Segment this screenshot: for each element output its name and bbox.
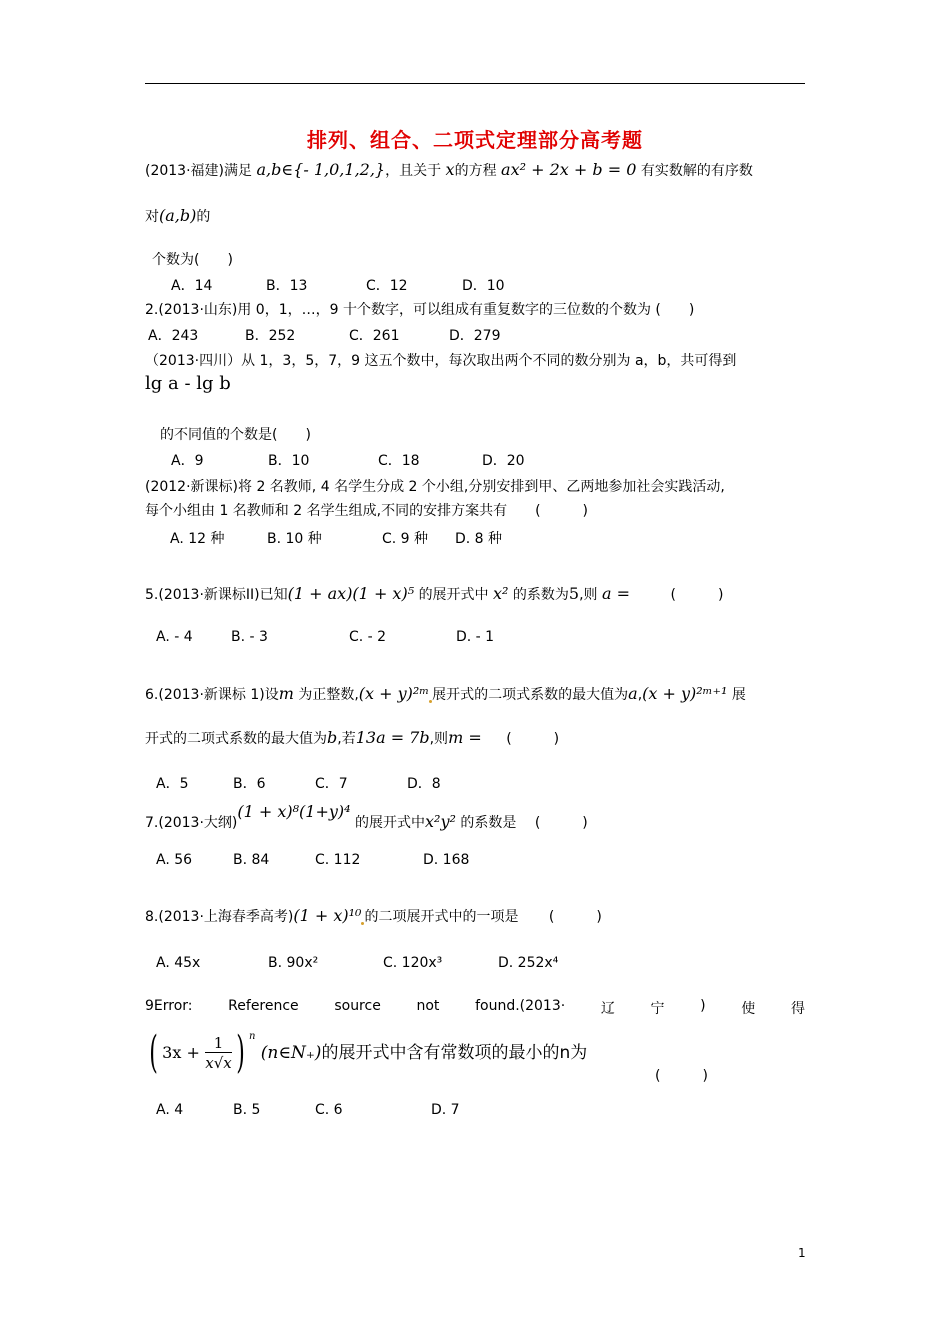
q7-term: x²y² bbox=[425, 812, 456, 831]
q5-bracket: ( ) bbox=[670, 587, 724, 603]
q9-text: 的展开式中含有常数项的最小的n为 bbox=[321, 1043, 588, 1063]
q7-options bbox=[156, 850, 469, 870]
q6-expr2: (x + y)²ᵐ⁺¹ bbox=[642, 684, 728, 703]
q8-text-a: 的二项展开式中的一项是 bbox=[364, 909, 519, 925]
q2-options bbox=[148, 326, 501, 346]
q6-line2-a: 开式的二项式系数的最大值为 bbox=[145, 731, 327, 747]
right-paren: ) bbox=[236, 1027, 245, 1078]
q9-word: 得 bbox=[790, 1001, 805, 1017]
q9-word: 使 bbox=[741, 1001, 756, 1017]
q5-option-b: B. - 3 bbox=[231, 629, 268, 645]
q8-expr: (1 + x)¹⁰ bbox=[293, 906, 362, 925]
q1-option-b: B．13 bbox=[266, 278, 308, 294]
page-number: 1 bbox=[798, 1246, 806, 1260]
q6-options bbox=[156, 774, 441, 794]
q1-option-d: D．10 bbox=[462, 278, 505, 294]
q6-prefix: 6.(2013·新课标 1)设 bbox=[145, 687, 279, 703]
q6-option-a: A．5 bbox=[156, 776, 189, 792]
q9-options bbox=[156, 1100, 460, 1120]
q9-word: source bbox=[334, 998, 381, 1014]
q6-var-b: b bbox=[327, 728, 338, 747]
q1-option-a: A．14 bbox=[171, 278, 213, 294]
q1-source: (2013·福建)满足 bbox=[145, 163, 253, 179]
q5-text-c: ,则 bbox=[579, 587, 598, 603]
q8-bracket: ( ) bbox=[548, 909, 602, 925]
q9-frac-den: x√x bbox=[205, 1053, 232, 1072]
q6-var-m: m bbox=[278, 684, 294, 703]
q8-option-a: A. 45x bbox=[156, 955, 201, 971]
q5-options bbox=[156, 627, 494, 647]
q8-option-d: D. 252x⁴ bbox=[498, 955, 559, 971]
q4-options bbox=[170, 529, 502, 549]
q5-value: 5 bbox=[568, 584, 580, 603]
q1-set-expr: a,b∈{- 1,0,1,2,} bbox=[256, 160, 386, 179]
q1-pair: (a,b) bbox=[159, 206, 197, 225]
q9-option-c: C. 6 bbox=[315, 1102, 343, 1118]
q5-text-b: 的系数为 bbox=[512, 587, 569, 603]
q7-option-a: A. 56 bbox=[156, 852, 193, 868]
q3-text: （2013·四川）从 1，3，5，7，9 这五个数中，每次取出两个不同的数分别为 a，b，共可得到 bbox=[145, 353, 737, 369]
q1-equation: ax² + 2x + b = 0 bbox=[501, 160, 637, 179]
q6-option-b: B．6 bbox=[233, 776, 266, 792]
q3-expr-line bbox=[145, 374, 231, 395]
q1-line2-suffix: 的 bbox=[196, 209, 211, 225]
q5-target: a = bbox=[602, 584, 631, 603]
q9-option-a: A. 4 bbox=[156, 1102, 184, 1118]
q1-line1 bbox=[145, 160, 753, 181]
q9-word: Reference bbox=[228, 998, 299, 1014]
q7-option-c: C. 112 bbox=[315, 852, 361, 868]
q6-cond: 13a = 7b bbox=[355, 728, 430, 747]
q1-line2-prefix: 对 bbox=[145, 209, 159, 225]
q8-line bbox=[145, 906, 602, 927]
q2-text: 2.(2013·山东)用 0，1，…，9 十个数字，可以组成有重复数字的三位数的个数为 ( ) bbox=[145, 302, 695, 318]
q1-option-c: C．12 bbox=[366, 278, 408, 294]
q4-option-c: C. 9 种 bbox=[382, 531, 429, 547]
q9-bracket: ( ) bbox=[655, 1068, 708, 1084]
q6-bracket: ( ) bbox=[506, 731, 560, 747]
q1-line3: 个数为( ) bbox=[152, 252, 233, 268]
header-rule bbox=[145, 83, 805, 84]
q7-expr: (1 + x)⁸(1+y)⁴ bbox=[237, 802, 351, 821]
q5-text-a: 的展开式中 bbox=[418, 587, 489, 603]
q5-expr: (1 + ax)(1 + x)⁵ bbox=[287, 584, 415, 603]
q7-bracket: ( ) bbox=[534, 815, 588, 831]
q9-exp: n bbox=[248, 1031, 256, 1042]
q7-line bbox=[145, 802, 588, 833]
q9-word: 辽 bbox=[600, 1001, 615, 1017]
q9-expr-line bbox=[145, 1026, 587, 1080]
q4-line2: 每个小组由 1 名教师和 2 名学生组成,不同的安排方案共有 ( ) bbox=[145, 503, 588, 519]
q9-cond: (n∈N₊) bbox=[260, 1043, 322, 1063]
q3-option-a: A．9 bbox=[171, 453, 204, 469]
q9-word: found.(2013· bbox=[475, 998, 566, 1014]
q2-option-c: C．261 bbox=[349, 328, 400, 344]
q6-line1: 6.(2013·新课标 1)设m 为正整数,(x + y)²ᵐ 展开式的二项式系数的最大值为a,(x + y)²ᵐ⁺¹ 展 bbox=[145, 684, 746, 703]
q7-text-a: 的展开式中 bbox=[355, 815, 426, 831]
q6-option-d: D．8 bbox=[407, 776, 441, 792]
q1-text-a: ，且关于 bbox=[385, 163, 442, 179]
q2-option-b: B．252 bbox=[245, 328, 296, 344]
page-title: 排列、组合、二项式定理部分高考题 bbox=[307, 128, 643, 152]
q3-option-d: D．20 bbox=[482, 453, 525, 469]
q2-option-a: A．243 bbox=[148, 328, 199, 344]
q2-option-d: D．279 bbox=[449, 328, 501, 344]
q8-prefix: 8.(2013·上海春季高考) bbox=[145, 909, 294, 925]
q9-line1 bbox=[145, 998, 805, 1018]
q7-prefix: 7.(2013·大纲) bbox=[145, 815, 238, 831]
q7-option-d: D. 168 bbox=[423, 852, 470, 868]
q1-text-b: 的方程 bbox=[454, 163, 497, 179]
q1-var-x: x bbox=[445, 160, 455, 179]
q9-frac-num: 1 bbox=[205, 1034, 231, 1053]
q5-line bbox=[145, 584, 723, 605]
left-paren: ( bbox=[149, 1027, 158, 1078]
q6-line2-b: ,若 bbox=[337, 731, 356, 747]
q5-option-d: D. - 1 bbox=[456, 629, 495, 645]
q6-line2 bbox=[145, 728, 559, 749]
q9-fraction bbox=[205, 1034, 231, 1073]
q4-line1: (2012·新课标)将 2 名教师, 4 名学生分成 2 个小组,分别安排到甲、乙两地参加社会实践活动, bbox=[145, 479, 725, 495]
q8-options bbox=[156, 953, 558, 973]
q3-option-c: C．18 bbox=[378, 453, 420, 469]
q9-option-d: D. 7 bbox=[431, 1102, 460, 1118]
q6-var-a: a bbox=[628, 684, 638, 703]
q8-option-c: C. 120x³ bbox=[383, 955, 443, 971]
q9-option-b: B. 5 bbox=[233, 1102, 261, 1118]
q6-text-c: 展 bbox=[731, 687, 746, 703]
q6-text-b: 展开式的二项式系数的最大值为 bbox=[432, 687, 629, 703]
q5-option-a: A. - 4 bbox=[156, 629, 193, 645]
q5-term: x² bbox=[493, 584, 509, 603]
q9-word: 宁 bbox=[650, 1001, 665, 1017]
q7-option-b: B. 84 bbox=[233, 852, 270, 868]
q1-text-c: 有实数解的有序数 bbox=[640, 163, 753, 179]
q4-option-b: B. 10 种 bbox=[267, 531, 322, 547]
q6-target: m = bbox=[448, 728, 482, 747]
q9-expr-left: 3x + bbox=[162, 1043, 200, 1062]
q3-options bbox=[171, 451, 525, 471]
q6-line2-c: ,则 bbox=[429, 731, 449, 747]
q3-option-b: B．10 bbox=[268, 453, 310, 469]
q5-prefix: 5.(2013·新课标II)已知 bbox=[145, 587, 288, 603]
q5-option-c: C. - 2 bbox=[349, 629, 387, 645]
q3-line3: 的不同值的个数是( ) bbox=[160, 427, 311, 443]
q9-word: 9Error: bbox=[145, 998, 193, 1014]
q6-option-c: C．7 bbox=[315, 776, 348, 792]
q3-expr: lg a - lg b bbox=[145, 373, 231, 394]
q1-line2 bbox=[145, 206, 210, 227]
q4-option-d: D. 8 种 bbox=[455, 531, 503, 547]
q4-option-a: A. 12 种 bbox=[170, 531, 225, 547]
q1-options bbox=[171, 276, 505, 296]
q6-expr1: (x + y)²ᵐ bbox=[358, 684, 430, 703]
q6-text-a: 为正整数, bbox=[298, 687, 359, 703]
q7-text-b: 的系数是 bbox=[460, 815, 517, 831]
q8-option-b: B. 90x² bbox=[268, 955, 319, 971]
q9-word: ) bbox=[700, 998, 706, 1014]
q9-word: not bbox=[416, 998, 440, 1014]
